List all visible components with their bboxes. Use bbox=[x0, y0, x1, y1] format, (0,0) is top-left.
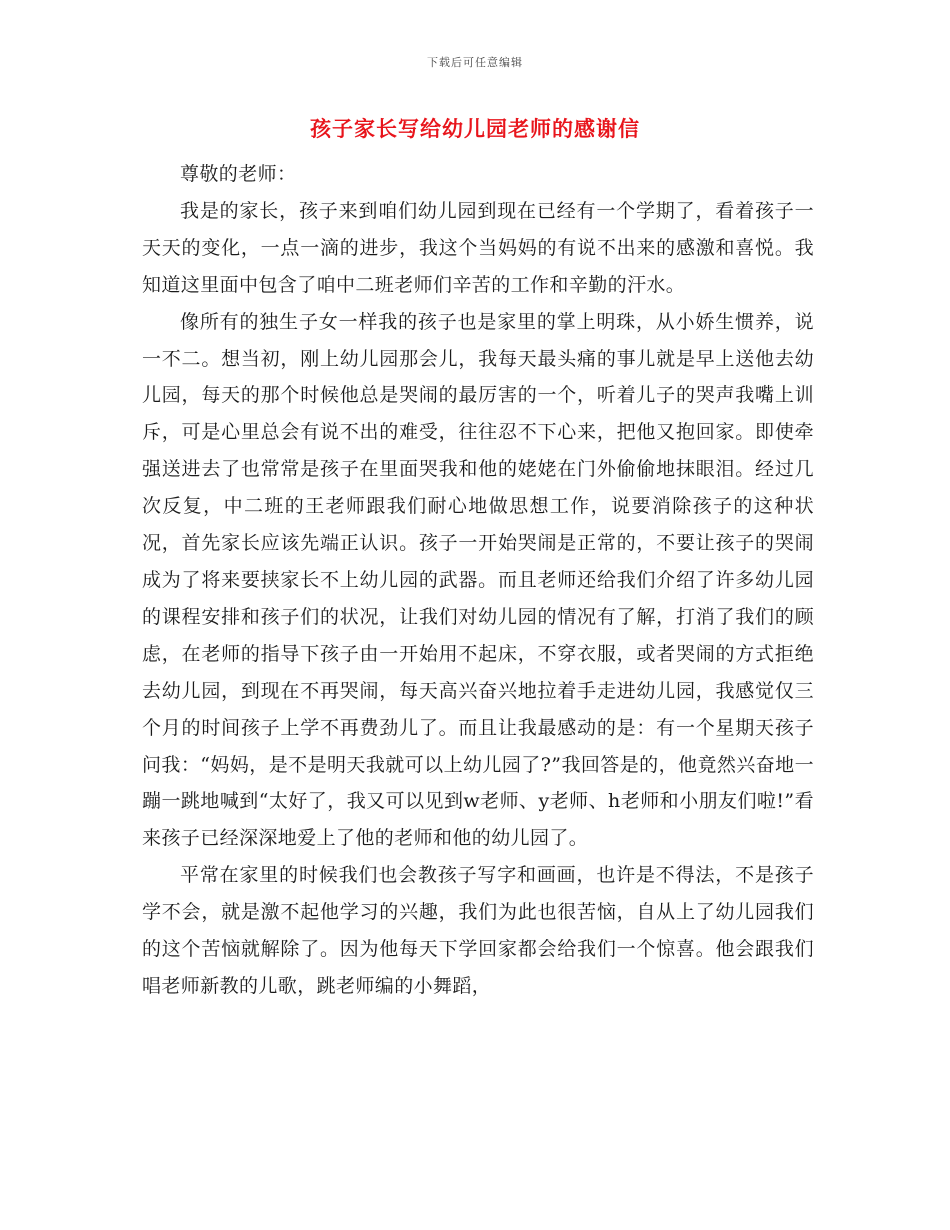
paragraph-1: 我是的家长，孩子来到咱们幼儿园到现在已经有一个学期了，看着孩子一天天的变化，一点一滴的进步，我这个当妈妈的有说不出来的感激和喜悦。我知道这里面中包含了咱中二班老师们辛苦的工作和辛勤的汗水。 bbox=[142, 199, 814, 296]
letter-title: 孩子家长写给幼儿园老师的感谢信 bbox=[310, 116, 640, 141]
paragraph-2: 像所有的独生子女一样我的孩子也是家里的掌上明珠，从小娇生惯养，说一不二。想当初，刚上幼儿园那会儿，我每天最头痛的事儿就是早上送他去幼儿园，每天的那个时候他总是哭闹的最厉害的一个，听着儿子的哭声我嘴上训斥，可是心里总会有说不出的难受，往往忍不下心来，把他又抱回家。即使牵强送进去了也常常是孩子在里面哭我和他的姥姥在门外偷偷地抹眼泪。经过几次反复，中二班的王老师跟我们耐心地做思想工作，说要消除孩子的这种状况，首先家长应该先端正认识。孩子一开始哭闹是正常的，不要让孩子的哭闹成为了将来要挟家长不上幼儿园的武器。而且老师还给我们介绍了许多幼儿园的课程安排和孩子们的状况，让我们对幼儿园的情况有了解，打消了我们的顾虑，在老师的指导下孩子由一开始用不起床，不穿衣服，或者哭闹的方式拒绝去幼儿园，到现在不再哭闹，每天高兴奋兴地拉着手走进幼儿园，我感觉仅三个月的时间孩子上学不再费劲儿了。而且让我最感动的是：有一个星期天孩子问我：“妈妈，是不是明天我就可以上幼儿园了?”我回答是的，他竟然兴奋地一蹦一跳地喊到“太好了，我又可以见到w老师、y老师、h老师和小朋友们啦!”看来孩子已经深深地爱上了他的老师和他的幼儿园了。 bbox=[142, 310, 814, 850]
letter-greeting: 尊敬的老师： bbox=[180, 163, 297, 185]
paragraph-3: 平常在家里的时候我们也会教孩子写字和画画，也许是不得法，不是孩子学不会，就是激不起他学习的兴趣，我们为此也很苦恼，自从上了幼儿园我们的这个苦恼就解除了。因为他每天下学回家都会给我们一个惊喜。他会跟我们唱老师新教的儿歌，跳老师编的小舞蹈， bbox=[142, 864, 814, 997]
letter-body bbox=[142, 156, 814, 1005]
header-note: 下载后可任意编辑 bbox=[427, 56, 523, 69]
